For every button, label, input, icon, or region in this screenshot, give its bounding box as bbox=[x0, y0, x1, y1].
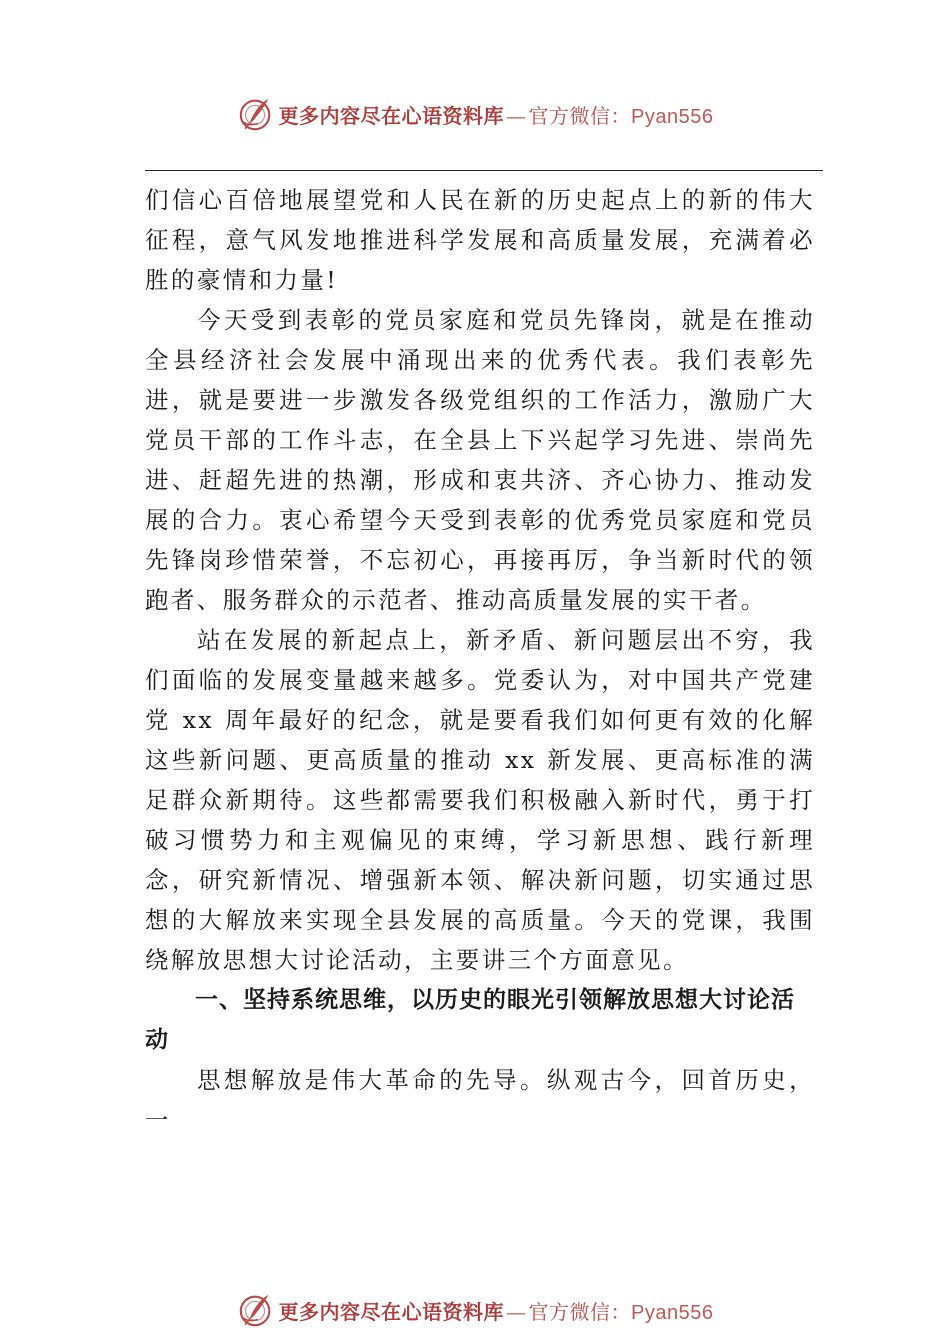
quill-pen-seal-icon bbox=[237, 1291, 275, 1329]
section-heading: 一、坚持系统思维，以历史的眼光引领解放思想大讨论活动 bbox=[145, 987, 795, 1053]
document-body bbox=[145, 180, 815, 1140]
watermark-wechat-id: Pyan556 bbox=[631, 105, 714, 128]
body-paragraph: 今天受到表彰的党员家庭和党员先锋岗，就是在推动全县经济社会发展中涌现出来的优秀代表。我们表彰先进，就是要进一步激发各级党组织的工作活力，激励广大党员干部的工作斗志，在全县上下兴起学习先进、崇尚先进、赶超先进的热潮，形成和衷共济、齐心协力、推动发展的合力。衷心希望今天受到表彰的优秀党员家庭和党员先锋岗珍惜荣誉，不忘初心，再接再厉，争当新时代的领跑者、服务群众的示范者、推动高质量发展的实干者。 bbox=[145, 306, 815, 614]
footer-watermark bbox=[0, 1288, 950, 1332]
header-watermark bbox=[0, 92, 950, 136]
body-paragraph: 思想解放是伟大革命的先导。纵观古今，回首历史，一 bbox=[145, 1066, 815, 1134]
header-divider bbox=[145, 170, 823, 171]
watermark-wechat-label: 官方微信： bbox=[528, 1299, 632, 1324]
watermark-separator: — bbox=[506, 103, 527, 128]
watermark-lead: 更多内容尽在心语资料库 bbox=[278, 1299, 505, 1324]
body-paragraph: 们信心百倍地展望党和人民在新的历史起点上的新的伟大征程，意气风发地推进科学发展和高质量发展，充满着必胜的豪情和力量! bbox=[145, 186, 815, 294]
watermark-wechat-id: Pyan556 bbox=[631, 1301, 714, 1324]
quill-pen-seal-icon bbox=[237, 95, 275, 133]
watermark-text bbox=[279, 1296, 714, 1325]
body-paragraph: 站在发展的新起点上，新矛盾、新问题层出不穷，我们面临的发展变量越来越多。党委认为，对中国共产党建党 xx 周年最好的纪念，就是要看我们如何更有效的化解这些新问题、更高质量的推动 xx 新发展、更高标准的满足群众新期待。这些都需要我们积极融入新时代，勇于打破习惯势力和主观偏见的束缚，学习新思想、践行新理念，研究新情况、增强新本领、解决新问题，切实通过思想的大解放来实现全县发展的高质量。今天的党课，我围绕解放思想大讨论活动，主要讲三个方面意见。 bbox=[145, 626, 815, 974]
watermark-wechat-label: 官方微信： bbox=[528, 103, 632, 128]
watermark-text bbox=[279, 100, 714, 129]
watermark-lead: 更多内容尽在心语资料库 bbox=[278, 103, 505, 128]
watermark-separator: — bbox=[506, 1299, 527, 1324]
